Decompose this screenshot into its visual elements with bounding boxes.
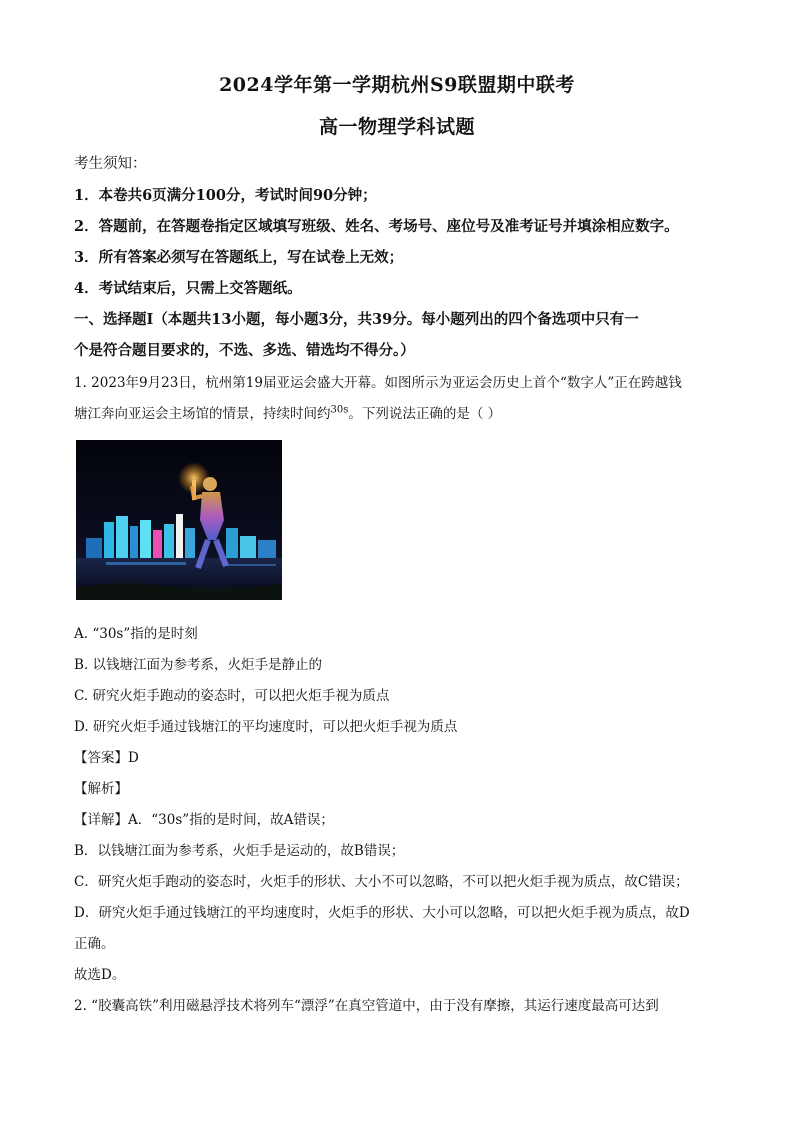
q1-option-a: A. “30s”指的是时刻 — [74, 626, 198, 642]
digital-torchbearer-photo — [76, 440, 282, 600]
q1-answer — [74, 746, 734, 766]
section-heading-line1: 一、选择题Ⅰ（本题共13小题，每小题3分，共39分。每小题列出的四个备选项中只有一 — [74, 311, 639, 328]
q1-stem-line2-text: 塘江奔向亚运会主场馆的情景，持续时间约 — [74, 406, 331, 422]
q1-option-d: D. 研究火炬手通过钱塘江的平均速度时，可以把火炬手视为质点 — [74, 719, 458, 735]
instruction-item-4: 4．考试结束后，只需上交答题纸。 — [74, 280, 302, 297]
q1-detail-line2: B．以钱塘江面为参考系，火炬手是运动的，故B错误； — [74, 843, 405, 859]
answer-value: D — [128, 750, 139, 766]
q1-option-b: B. 以钱塘江面为参考系，火炬手是静止的 — [74, 657, 323, 673]
detail-tag: 【详解】 — [74, 812, 128, 828]
q1-stem-line2-end: 。下列说法正确的是（ ） — [348, 406, 502, 422]
q1-option-c: C. 研究火炬手跑动的姿态时，可以把火炬手视为质点 — [74, 688, 390, 704]
instruction-item-3: 3．所有答案必须写在答题纸上，写在试卷上无效； — [74, 249, 404, 266]
q1-detail-line5: 正确。 — [74, 936, 115, 952]
q1-stem-line1: 1. 2023年9月23日，杭州第19届亚运会盛大开幕。如图所示为亚运会历史上首个“数字人”正在跨越钱 — [74, 375, 682, 391]
instruction-item-2: 2．答题前，在答题卷指定区域填写班级、姓名、考场号、座位号及准考证号并填涂相应数字。 — [74, 218, 679, 235]
q1-detail-line1 — [74, 808, 734, 828]
exam-title: 2024学年第一学期杭州S9联盟期中联考 — [219, 74, 575, 96]
instructions-heading: 考生须知： — [74, 156, 147, 172]
q1-stem-line2 — [74, 402, 734, 422]
q1-detail-line4: D．研究火炬手通过钱塘江的平均速度时，火炬手的形状、大小可以忽略，可以把火炬手视为质点，故D — [74, 905, 690, 921]
detail-text-a: A．“30s”指的是时间，故A错误； — [128, 812, 334, 828]
exam-subtitle: 高一物理学科试题 — [318, 116, 475, 138]
section-heading-line2: 个是符合题目要求的，不选、多选、错选均不得分。） — [74, 342, 415, 359]
q1-analysis-tag: 【解析】 — [74, 781, 128, 797]
instruction-item-1: 1．本卷共6页满分100分，考试时间90分钟； — [74, 187, 377, 204]
answer-tag: 【答案】 — [74, 750, 128, 766]
q1-detail-line6: 故选D。 — [74, 967, 126, 983]
q1-duration: 30s — [330, 404, 349, 416]
q1-detail-line3: C．研究火炬手跑动的姿态时，火炬手的形状、大小不可以忽略，不可以把火炬手视为质点，故C错误； — [74, 874, 689, 890]
q2-stem-line1: 2. “胶囊高铁”利用磁悬浮技术将列车“漂浮”在真空管道中，由于没有摩擦，其运行速度最高可达到 — [74, 998, 659, 1014]
